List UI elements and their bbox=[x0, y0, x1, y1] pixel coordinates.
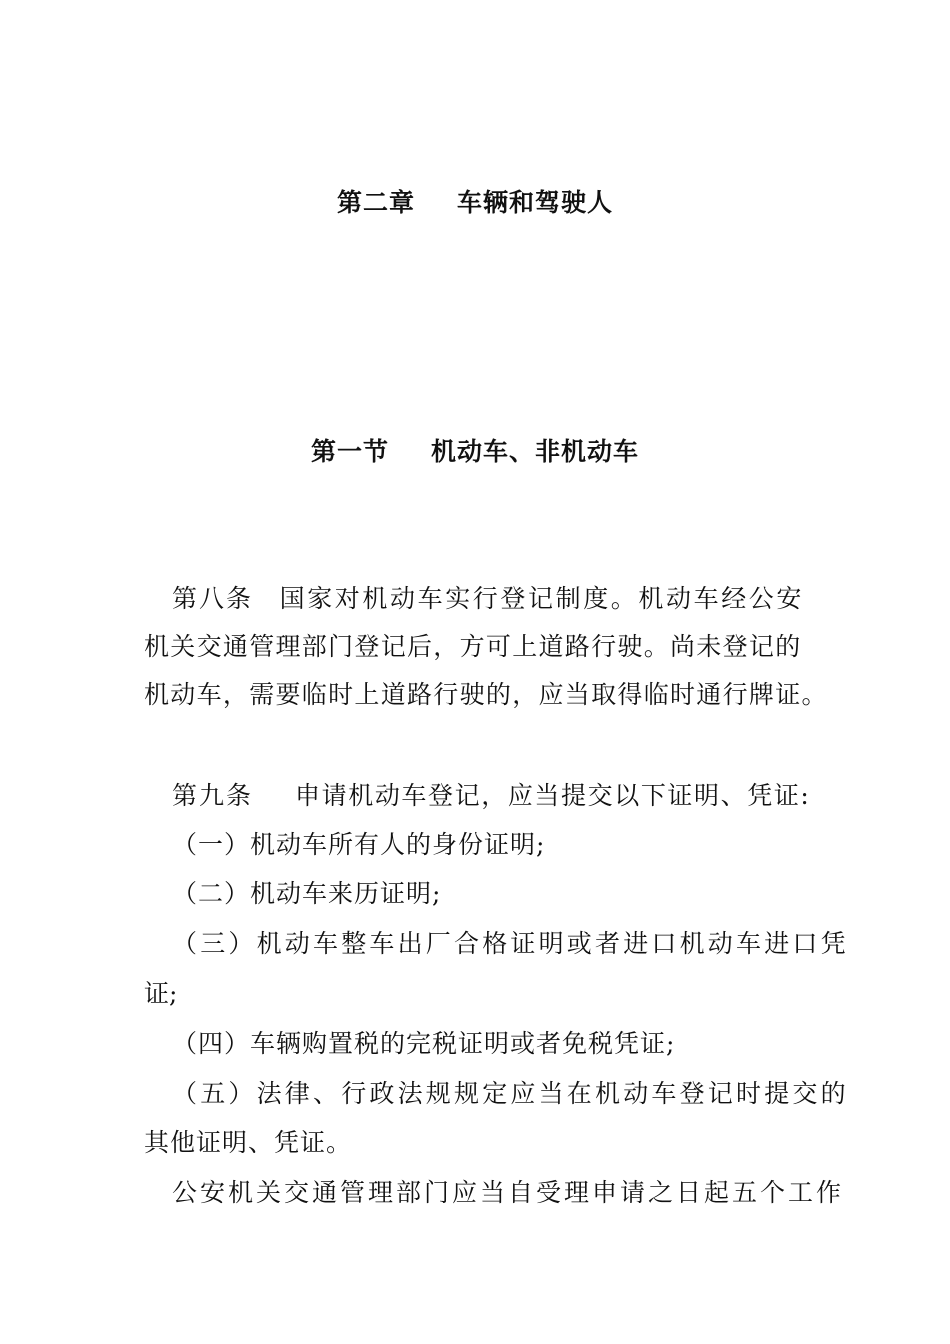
article9-closing: 公安机关交通管理部门应当自受理申请之日起五个工作 bbox=[172, 1178, 845, 1207]
article8-line2: 机关交通管理部门登记后，方可上道路行驶。尚未登记的 bbox=[144, 632, 802, 661]
article8-line3: 机动车，需要临时上道路行驶的，应当取得临时通行牌证。 bbox=[144, 680, 828, 709]
chapter-heading bbox=[0, 183, 950, 219]
article9-item-2: （二）机动车来历证明; bbox=[172, 879, 442, 908]
article9-item-3: （三）机动车整车出厂合格证明或者进口机动车进口凭 bbox=[172, 929, 849, 958]
article8-text-line1: 国家对机动车实行登记制度。机动车经公安 bbox=[279, 584, 804, 613]
article9-label: 第九条 bbox=[172, 781, 254, 810]
section-heading bbox=[0, 432, 950, 468]
article9-item-1: （一）机动车所有人的身份证明; bbox=[172, 830, 546, 859]
article9-item-4: （四）车辆购置税的完税证明或者免税凭证; bbox=[172, 1029, 676, 1058]
article9-item-3-cont: 证; bbox=[144, 979, 178, 1008]
chapter-title: 车辆和驾驶人 bbox=[457, 188, 614, 217]
article9-item-5: （五）法律、行政法规规定应当在机动车登记时提交的 bbox=[172, 1079, 849, 1108]
article9-line1 bbox=[172, 781, 810, 811]
chapter-number: 第二章 bbox=[336, 188, 415, 217]
section-number: 第一节 bbox=[310, 437, 389, 466]
article8-line1 bbox=[172, 584, 804, 614]
section-title: 机动车、非机动车 bbox=[431, 437, 640, 466]
article9-item-5-cont: 其他证明、凭证。 bbox=[144, 1128, 353, 1157]
article9-intro: 申请机动车登记，应当提交以下证明、凭证: bbox=[295, 781, 811, 810]
article8-label: 第八条 bbox=[172, 584, 254, 613]
